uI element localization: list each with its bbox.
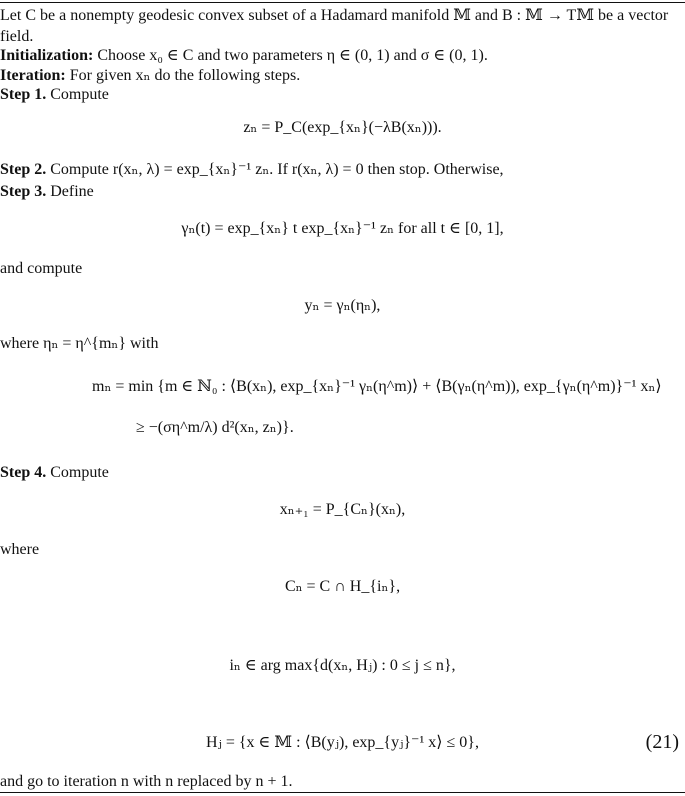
intro-line-2: field. [0, 28, 34, 45]
step2-line [0, 160, 504, 179]
step4-H-equation: Hⱼ = {x ∈ 𝕄 : ⟨B(yⱼ), exp_{yⱼ}⁻¹ x⟩ ≤ 0}, [206, 734, 479, 751]
step4-x-equation: xₙ₊₁ = P_{Cₙ}(xₙ), [279, 501, 406, 518]
initialization-label: Initialization: [0, 47, 94, 64]
and-compute-text: and compute [0, 260, 83, 277]
initialization-line [0, 46, 488, 65]
intro-line-1: Let C be a nonempty geodesic convex subset of a Hadamard manifold 𝕄 and B : 𝕄 → T𝕄 be a vector [0, 7, 669, 24]
step3-label: Step 3. [0, 183, 47, 200]
step3-text: Define [46, 183, 94, 200]
step2-label: Step 2. [0, 161, 47, 178]
step4-label: Step 4. [0, 464, 47, 481]
top-rule [0, 2, 685, 3]
step3-m-equation-line1: mₙ = min {m ∈ ℕ₀ : ⟨B(xₙ), exp_{xₙ}⁻¹ γₙ(η^m)⟩ + ⟨B(γₙ(η^m)), exp_{γₙ(η^m)}⁻¹ xₙ⟩ [92, 378, 662, 395]
step3-m-equation-line2: ≥ −(ση^m/λ) d²(xₙ, zₙ)}. [136, 419, 294, 436]
iteration-text: For given xₙ do the following steps. [65, 67, 301, 84]
bottom-rule [0, 792, 685, 793]
step4-line [0, 463, 109, 482]
closing-line: and go to iteration n with n replaced by n + 1. [0, 773, 293, 790]
step3-line [0, 182, 94, 201]
step4-i-equation: iₙ ∈ arg max{d(xₙ, Hⱼ) : 0 ≤ j ≤ n}, [229, 657, 456, 674]
iteration-label: Iteration: [0, 67, 66, 84]
iteration-line [0, 66, 300, 85]
step2-text: Compute r(xₙ, λ) = exp_{xₙ}⁻¹ zₙ. If r(xₙ, λ) = 0 then stop. Otherwise, [46, 161, 504, 178]
equation-number: (21) [645, 731, 679, 753]
initialization-text: Choose x₀ ∈ C and two parameters η ∈ (0, 1) and σ ∈ (0, 1). [93, 47, 488, 64]
step1-equation: zₙ = P_C(exp_{xₙ}(−λB(xₙ))). [243, 119, 442, 136]
step4-text: Compute [46, 464, 109, 481]
step3-gamma-equation: γₙ(t) = exp_{xₙ} t exp_{xₙ}⁻¹ zₙ for all t ∈ [0, 1], [181, 220, 504, 237]
where-text: where [0, 541, 40, 558]
step3-y-equation: yₙ = γₙ(ηₙ), [304, 297, 381, 314]
step1-label: Step 1. [0, 86, 47, 103]
step1-text: Compute [46, 86, 109, 103]
step4-C-equation: Cₙ = C ∩ H_{iₙ}, [284, 578, 401, 595]
step1-line [0, 85, 109, 104]
where-eta-text: where ηₙ = η^{mₙ} with [0, 335, 159, 352]
